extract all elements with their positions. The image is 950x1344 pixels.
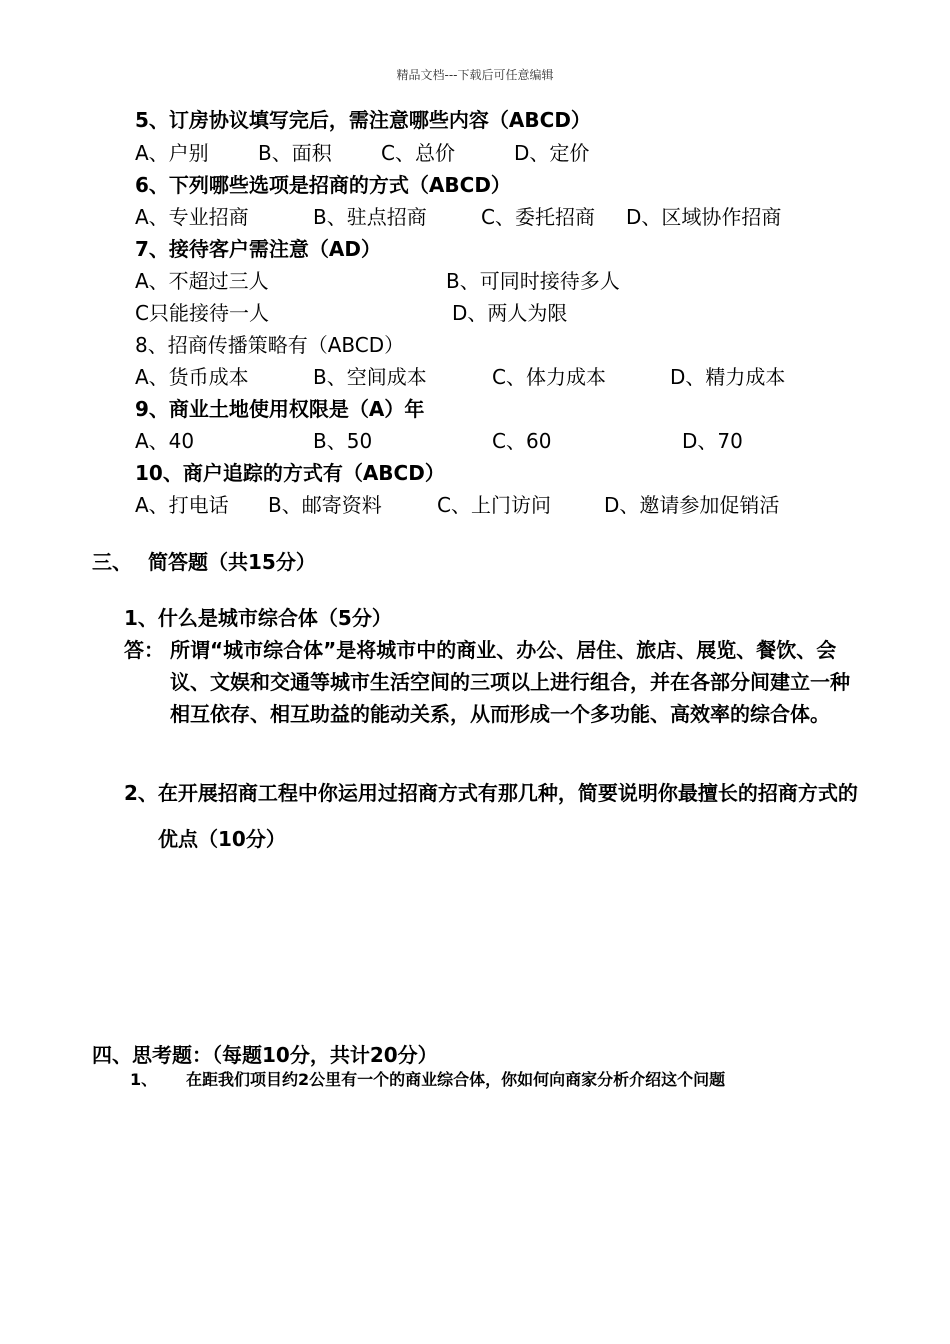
option-d: D、70 xyxy=(682,429,743,453)
option-c: C、总价 xyxy=(381,141,455,165)
question-10: 10、商户追踪的方式有（ABCD） xyxy=(135,461,445,485)
option-a: A、不超过三人 xyxy=(135,269,269,293)
option-b: B、可同时接待多人 xyxy=(446,269,620,293)
option-c: C、委托招商 xyxy=(481,205,595,229)
option-b: B、驻点招商 xyxy=(313,205,427,229)
option-d: D、定价 xyxy=(514,141,590,165)
short-question-2 xyxy=(124,770,864,862)
option-b: B、面积 xyxy=(258,141,332,165)
question-9: 9、商业土地使用权限是（A）年 xyxy=(135,397,425,421)
section-3-number: 三、 xyxy=(92,550,132,574)
option-d: D、区域协作招商 xyxy=(626,205,782,229)
page-header: 精品文档---下载后可任意编辑 xyxy=(396,68,554,82)
section-3-heading: 简答题（共15分） xyxy=(148,550,316,574)
option-d: D、精力成本 xyxy=(670,365,786,389)
option-d: D、两人为限 xyxy=(452,301,568,325)
short-question-2-text: 2、在开展招商工程中你运用过招商方式有那几种，简要说明你最擅长的招商方式的优点（10分） xyxy=(124,781,858,851)
option-a: A、打电话 xyxy=(135,493,229,517)
option-c: C、60 xyxy=(492,429,552,453)
thinking-question-1-text: 在距我们项目约2公里有一个的商业综合体，你如何向商家分析介绍这个问题 xyxy=(186,1070,726,1089)
option-c: C只能接待一人 xyxy=(135,301,269,325)
answer-block xyxy=(124,634,854,730)
section-4-heading: 四、思考题：（每题10分，共计20分） xyxy=(92,1043,438,1067)
option-c: C、体力成本 xyxy=(492,365,606,389)
option-a: A、40 xyxy=(135,429,195,453)
answer-label: 答： xyxy=(124,638,164,662)
thinking-question-1-number: 1、 xyxy=(130,1070,158,1089)
question-6: 6、下列哪些选项是招商的方式（ABCD） xyxy=(135,173,511,197)
answer-text: 所谓“城市综合体”是将城市中的商业、办公、居住、旅店、展览、餐饮、会议、文娱和交通等城市生活空间的三项以上进行组合，并在各部分间建立一种相互依存、相互助益的能动关系，从而形成一个多功能、高效率的综合体。 xyxy=(170,638,850,726)
option-b: B、50 xyxy=(313,429,373,453)
question-5: 5、订房协议填写完后，需注意哪些内容（ABCD） xyxy=(135,108,591,132)
option-c: C、上门访问 xyxy=(437,493,551,517)
option-a: A、专业招商 xyxy=(135,205,249,229)
option-a: A、户别 xyxy=(135,141,209,165)
option-d: D、邀请参加促销活 xyxy=(604,493,780,517)
short-question-1: 1、什么是城市综合体（5分） xyxy=(124,606,392,630)
option-a: A、货币成本 xyxy=(135,365,249,389)
question-8: 8、招商传播策略有（ABCD） xyxy=(135,333,405,357)
question-7: 7、接待客户需注意（AD） xyxy=(135,237,381,261)
option-b: B、邮寄资料 xyxy=(268,493,382,517)
option-b: B、空间成本 xyxy=(313,365,427,389)
